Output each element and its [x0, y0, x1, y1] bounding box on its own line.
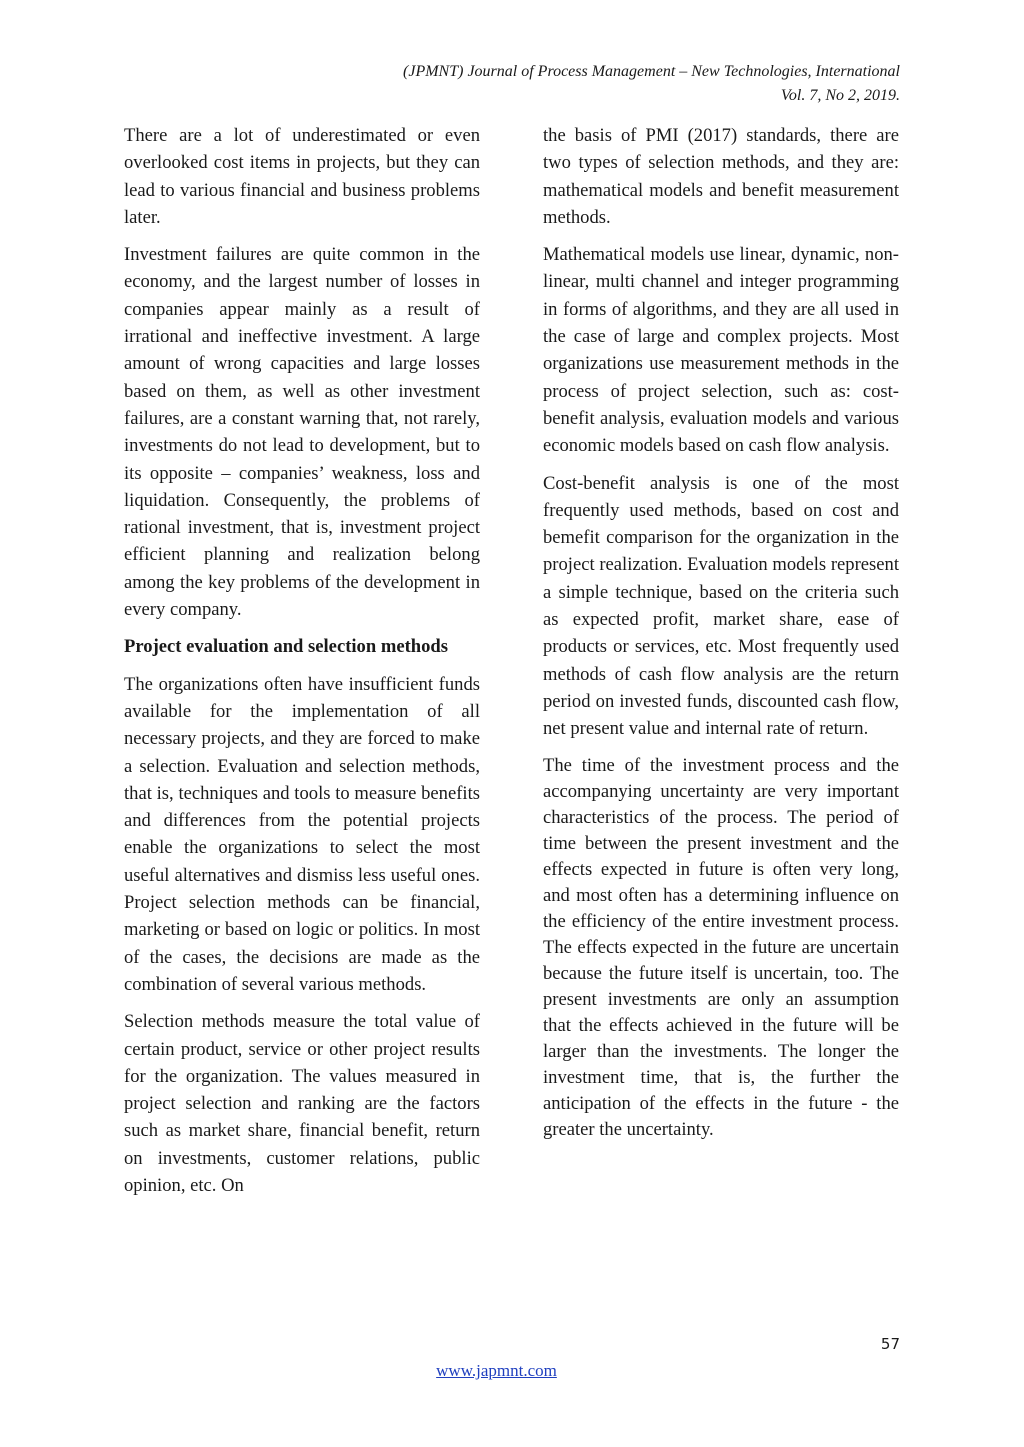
- paragraph: Selection methods measure the total value of certain product, service or other project results for the organization. The values measured in project selection and ranking are the factors such as market share, financial benefit, return on investments, customer relations, public opinion, etc. On: [124, 1011, 480, 1196]
- left-column: [124, 122, 480, 1209]
- paragraph: Investment failures are quite common in the economy, and the largest number of losses in companies appear mainly as a result of irrational and ineffective investment. A large amount of wrong capacities and large losses based on them, as well as other investment failures, are a constant warning that, not rarely, investments do not lead to development, but to its opposite – companies’ weakness, loss and liquidation. Consequently, the problems of rational investment, that is, investment project efficient planning and realization belong among the key problems of the development in every company.: [124, 244, 480, 621]
- paragraph: The organizations often have insufficient funds available for the implementation of all necessary projects, and they are forced to make a selection. Evaluation and selection methods, that is, techniques and tools to measure benefits and differences from the potential projects enable the organizations to select the most useful alternatives and dismiss less useful ones. Project selection methods can be financial, marketing or based on logic or politics. In most of the cases, the decisions are made as the combination of several various methods.: [124, 673, 480, 995]
- paragraph: Cost-benefit analysis is one of the most frequently used methods, based on cost and bemefit comparison for the organization in the project realization. Evaluation models represent a simple technique, based on the criteria such as expected profit, market share, ease of products or services, etc. Most frequently used methods of cash flow analysis are the return period on invested funds, discounted cash flow, net present value and internal rate of return.: [543, 472, 899, 740]
- paragraph: There are a lot of underestimated or even overlooked cost items in projects, but they can lead to various financial and business problems later.: [124, 125, 480, 228]
- volume-info: Vol. 7, No 2, 2019.: [780, 87, 900, 104]
- journal-title: (JPMNT) Journal of Process Management – New Technologies, International: [403, 63, 900, 80]
- page-number: 57: [880, 1335, 900, 1353]
- section-heading: Project evaluation and selection methods: [124, 636, 448, 658]
- right-column: [543, 122, 899, 1153]
- paragraph: The time of the investment process and the accompanying uncertainty are very important characteristics of the process. The period of time between the present investment and the effects expected in future is often very long, and most often has a determining influence on the efficiency of the entire investment process. The effects expected in the future are uncertain because the future itself is uncertain, too. The present investments are only an assumption that the effects achieved in the future will be larger than the investments. The longer the investment time, that is, the further the anticipation of the effects in the future - the greater the uncertainty.: [543, 754, 899, 1140]
- running-header: [403, 60, 900, 108]
- paragraph: Mathematical models use linear, dynamic, non-linear, multi channel and integer programming in forms of algorithms, and they are all used in the case of large and complex projects. Most organizations use measurement methods in the process of project selection, such as: cost-benefit analysis, evaluation models and various economic models based on cash flow analysis.: [543, 244, 899, 457]
- website-link[interactable]: www.japmnt.com: [436, 1361, 557, 1380]
- paragraph: the basis of PMI (2017) standards, there are two types of selection methods, and they are: mathematical models and benefit measurement methods.: [543, 125, 899, 228]
